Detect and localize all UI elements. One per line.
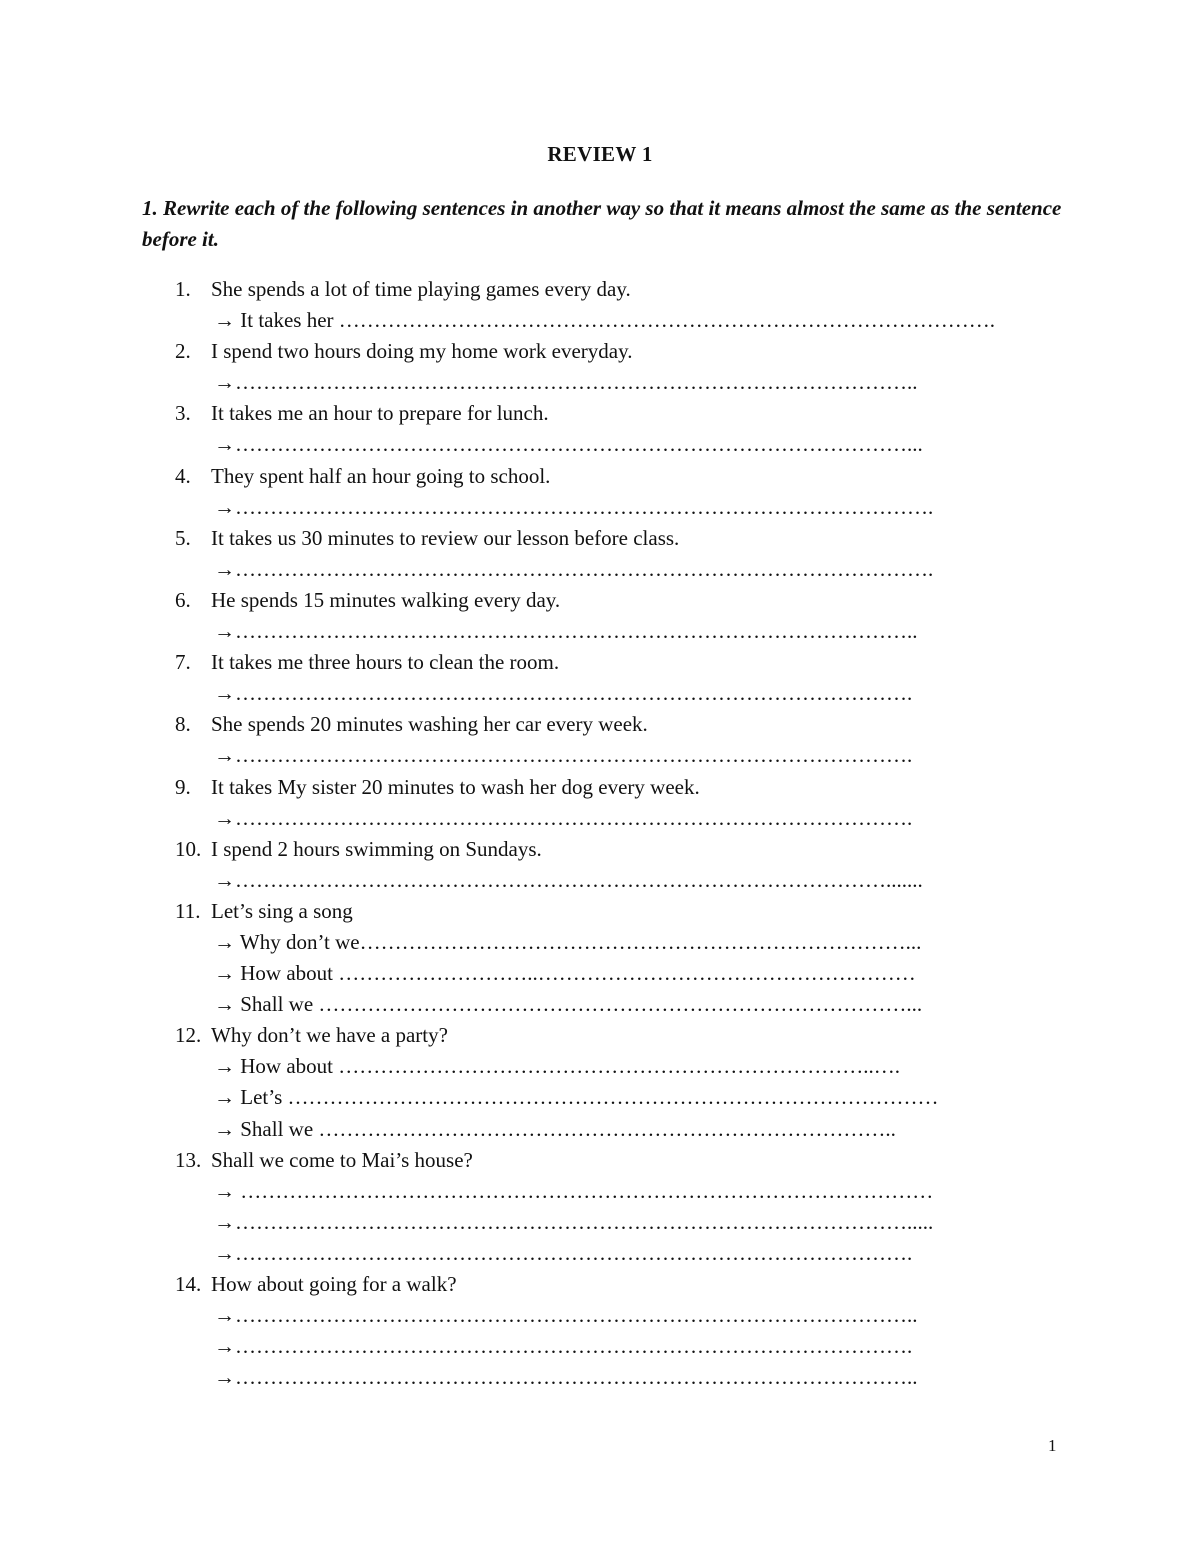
- question-line: [0, 1145, 1200, 1176]
- answer-line: →……………………………………………………………………………………..: [214, 1303, 918, 1328]
- answer-line: →……………………………………………………………………………………..: [214, 619, 918, 644]
- question-text: Shall we come to Mai’s house?: [211, 1147, 473, 1172]
- answer-line: →……………………………………………………………………………………….: [214, 494, 934, 519]
- answer-line: → How about ………………………..………………………………………………: [214, 961, 916, 986]
- answer-line: → Why don’t we……………………………………………………………………...: [214, 929, 922, 954]
- exercise-item: [0, 1020, 1200, 1144]
- exercise-item: [0, 398, 1200, 460]
- question-line: [0, 336, 1200, 367]
- question-line: [0, 585, 1200, 616]
- exercise-item: [0, 585, 1200, 647]
- item-number: 12.: [175, 1023, 202, 1048]
- exercise-instruction: 1. Rewrite each of the following sentences in another way so that it means almost the same as the sentence before it.: [142, 196, 1062, 251]
- question-text: Why don’t we have a party?: [211, 1023, 448, 1048]
- answer-line: →…………………………………………………………………………………….: [214, 743, 913, 768]
- question-text: I spend two hours doing my home work everyday.: [211, 339, 633, 364]
- question-line: [0, 523, 1200, 554]
- question-text: It takes me an hour to prepare for lunch.: [211, 401, 549, 426]
- answer-line: →…………………………………………………………………………………….: [214, 805, 913, 830]
- question-line: [0, 709, 1200, 740]
- question-text: She spends 20 minutes washing her car every week.: [211, 712, 648, 737]
- answer-line: → ………………………………………………………………………………………: [214, 1178, 934, 1203]
- question-text: It takes My sister 20 minutes to wash her dog every week.: [211, 774, 700, 799]
- exercise-item: [0, 461, 1200, 523]
- question-line: [0, 896, 1200, 927]
- item-number: 13.: [175, 1147, 202, 1172]
- answer-line: →……………………………………………………………………………………….: [214, 556, 934, 581]
- page-number: 1: [1048, 1436, 1057, 1455]
- item-number: 10.: [175, 836, 202, 861]
- page-title: REVIEW 1: [547, 142, 653, 166]
- exercise-item: [0, 523, 1200, 585]
- answer-line: →……………………………………………………………………………………..: [214, 370, 918, 395]
- question-line: [0, 1269, 1200, 1300]
- question-line: [0, 461, 1200, 492]
- exercise-item: [0, 709, 1200, 771]
- exercise-item: [0, 1145, 1200, 1269]
- answer-line: → It takes her ………………………………………………………………………………….: [214, 308, 996, 333]
- answer-line: → Shall we …………………………………………………………………………...: [214, 992, 923, 1017]
- question-text: It takes us 30 minutes to review our lesson before class.: [211, 525, 680, 550]
- question-text: They spent half an hour going to school.: [211, 463, 551, 488]
- question-text: How about going for a walk?: [211, 1272, 457, 1296]
- answer-line: → Let’s …………………………………………………………………………………: [214, 1085, 939, 1110]
- item-number: 1.: [175, 277, 191, 301]
- question-line: [0, 647, 1200, 678]
- item-number: 3.: [175, 401, 191, 426]
- answer-line: →………………………………………………………………………………….......: [214, 867, 923, 892]
- answer-line: → Shall we ………………………………………………………………………..: [214, 1116, 896, 1141]
- exercise-item: [0, 336, 1200, 398]
- question-text: It takes me three hours to clean the room.: [211, 650, 560, 675]
- item-number: 11.: [175, 898, 201, 923]
- item-number: 8.: [175, 712, 191, 737]
- answer-line: →……………………………………………………………………………………..: [214, 1365, 918, 1390]
- answer-line: → How about …………………………………………………………………..….: [214, 1054, 900, 1079]
- answer-line: →…………………………………………………………………………………….: [214, 681, 913, 706]
- question-text: He spends 15 minutes walking every day.: [211, 587, 561, 612]
- exercise-list: [0, 274, 1200, 1393]
- item-number: 7.: [175, 650, 191, 675]
- exercise-item: [0, 1269, 1200, 1393]
- item-number: 9.: [175, 774, 191, 799]
- answer-line: →…………………………………………………………………………………….....: [214, 1209, 934, 1234]
- exercise-item: [0, 647, 1200, 709]
- item-number: 6.: [175, 587, 191, 612]
- exercise-item: [0, 896, 1200, 1020]
- answer-line: →…………………………………………………………………………………….: [214, 1240, 913, 1265]
- question-text: Let’s sing a song: [211, 898, 353, 923]
- question-line: [0, 1020, 1200, 1051]
- exercise-item: [0, 274, 1200, 336]
- question-line: [0, 398, 1200, 429]
- question-text: She spends a lot of time playing games every day.: [211, 277, 631, 301]
- question-line: [0, 772, 1200, 803]
- answer-line: →…………………………………………………………………………………….: [214, 1334, 913, 1359]
- answer-line: →……………………………………………………………………………………...: [214, 432, 923, 457]
- exercise-item: [0, 834, 1200, 896]
- question-text: I spend 2 hours swimming on Sundays.: [211, 836, 542, 861]
- question-line: [0, 834, 1200, 865]
- question-line: [0, 274, 1200, 305]
- item-number: 14.: [175, 1272, 202, 1296]
- item-number: 4.: [175, 463, 191, 488]
- item-number: 2.: [175, 339, 191, 364]
- item-number: 5.: [175, 525, 191, 550]
- exercise-item: [0, 772, 1200, 834]
